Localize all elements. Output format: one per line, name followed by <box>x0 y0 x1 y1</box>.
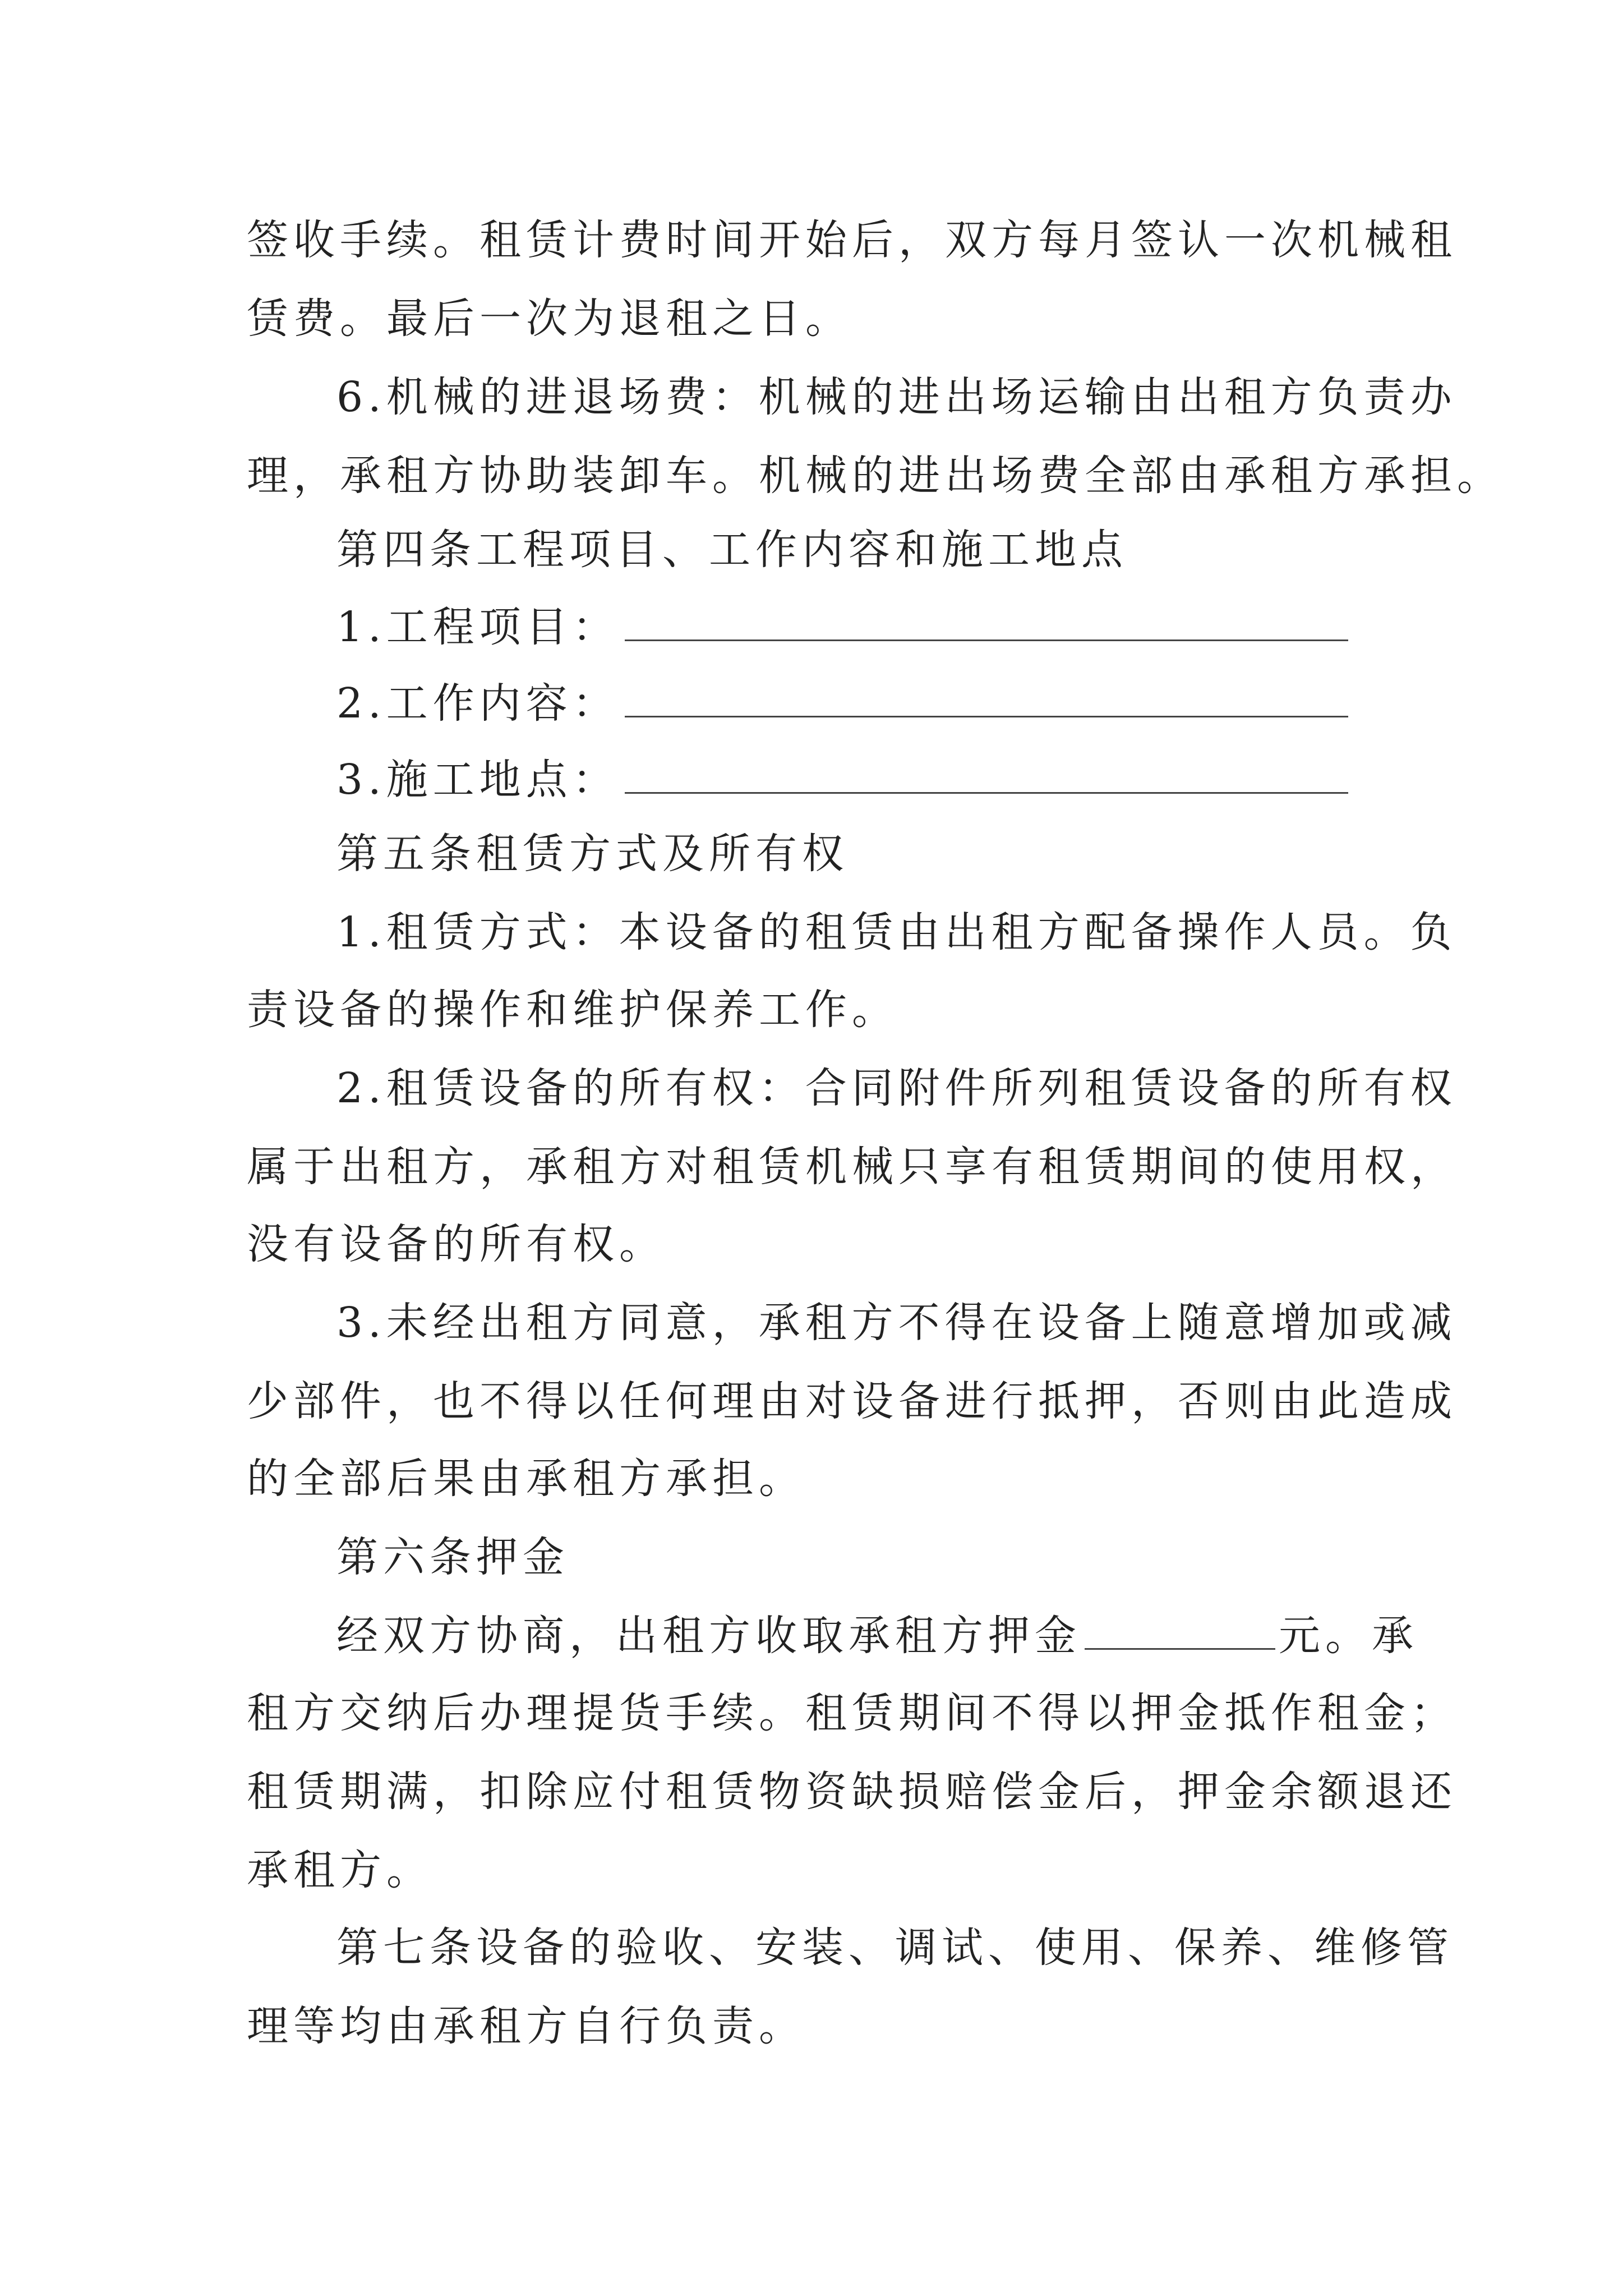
text-line: 签收手续。租赁计费时间开始后，双方每月签认一次机械租 <box>247 216 1457 264</box>
text-segment: 元。承 <box>1279 1612 1418 1660</box>
field-label: 2.工作内容： <box>336 679 619 728</box>
blank-field[interactable] <box>625 606 1348 641</box>
deposit-line <box>336 1608 1418 1664</box>
article-4-item-project <box>336 599 1348 655</box>
text-line: 责设备的操作和维护保养工作。 <box>247 986 898 1034</box>
article-4-item-content <box>336 675 1348 731</box>
article-5-title: 第五条租赁方式及所有权 <box>336 830 849 878</box>
text-line: 6.机械的进退场费：机械的进出场运输由出租方负责办 <box>336 373 1457 421</box>
article-4-item-location <box>336 752 1348 808</box>
text-line: 1.租赁方式：本设备的租赁由出租方配备操作人员。负 <box>336 908 1457 956</box>
article-4-title: 第四条工程项目、工作内容和施工地点 <box>336 526 1128 574</box>
article-7-line: 第七条设备的验收、安装、调试、使用、保养、维修管 <box>336 1924 1454 1972</box>
field-label: 3.施工地点： <box>336 756 619 804</box>
text-line: 没有设备的所有权。 <box>247 1220 666 1268</box>
text-line: 租方交纳后办理提货手续。租赁期间不得以押金抵作租金； <box>247 1689 1457 1737</box>
text-line: 属于出租方，承租方对租赁机械只享有租赁期间的使用权， <box>247 1143 1457 1191</box>
deposit-amount-blank[interactable] <box>1085 1614 1275 1650</box>
text-line: 少部件，也不得以任何理由对设备进行抵押，否则由此造成 <box>247 1377 1457 1425</box>
text-line: 租赁期满，扣除应付租赁物资缺损赔偿金后，押金余额退还 <box>247 1768 1457 1816</box>
text-line: 承租方。 <box>247 1846 433 1894</box>
text-line: 赁费。最后一次为退租之日。 <box>247 295 852 343</box>
text-segment: 经双方协商，出租方收取承租方押金 <box>336 1612 1081 1660</box>
field-label: 1.工程项目： <box>336 603 619 651</box>
text-line: 的全部后果由承租方承担。 <box>247 1455 805 1503</box>
text-line: 2.租赁设备的所有权：合同附件所列租赁设备的所有权 <box>336 1064 1457 1112</box>
article-6-title: 第六条押金 <box>336 1533 569 1581</box>
text-line: 理等均由承租方自行负责。 <box>247 2002 805 2050</box>
blank-field[interactable] <box>625 682 1348 717</box>
text-line: 3.未经出租方同意，承租方不得在设备上随意增加或减 <box>336 1299 1457 1347</box>
text-line: 理，承租方协助装卸车。机械的进出场费全部由承租方承担。 <box>247 452 1504 500</box>
blank-field[interactable] <box>625 758 1348 794</box>
